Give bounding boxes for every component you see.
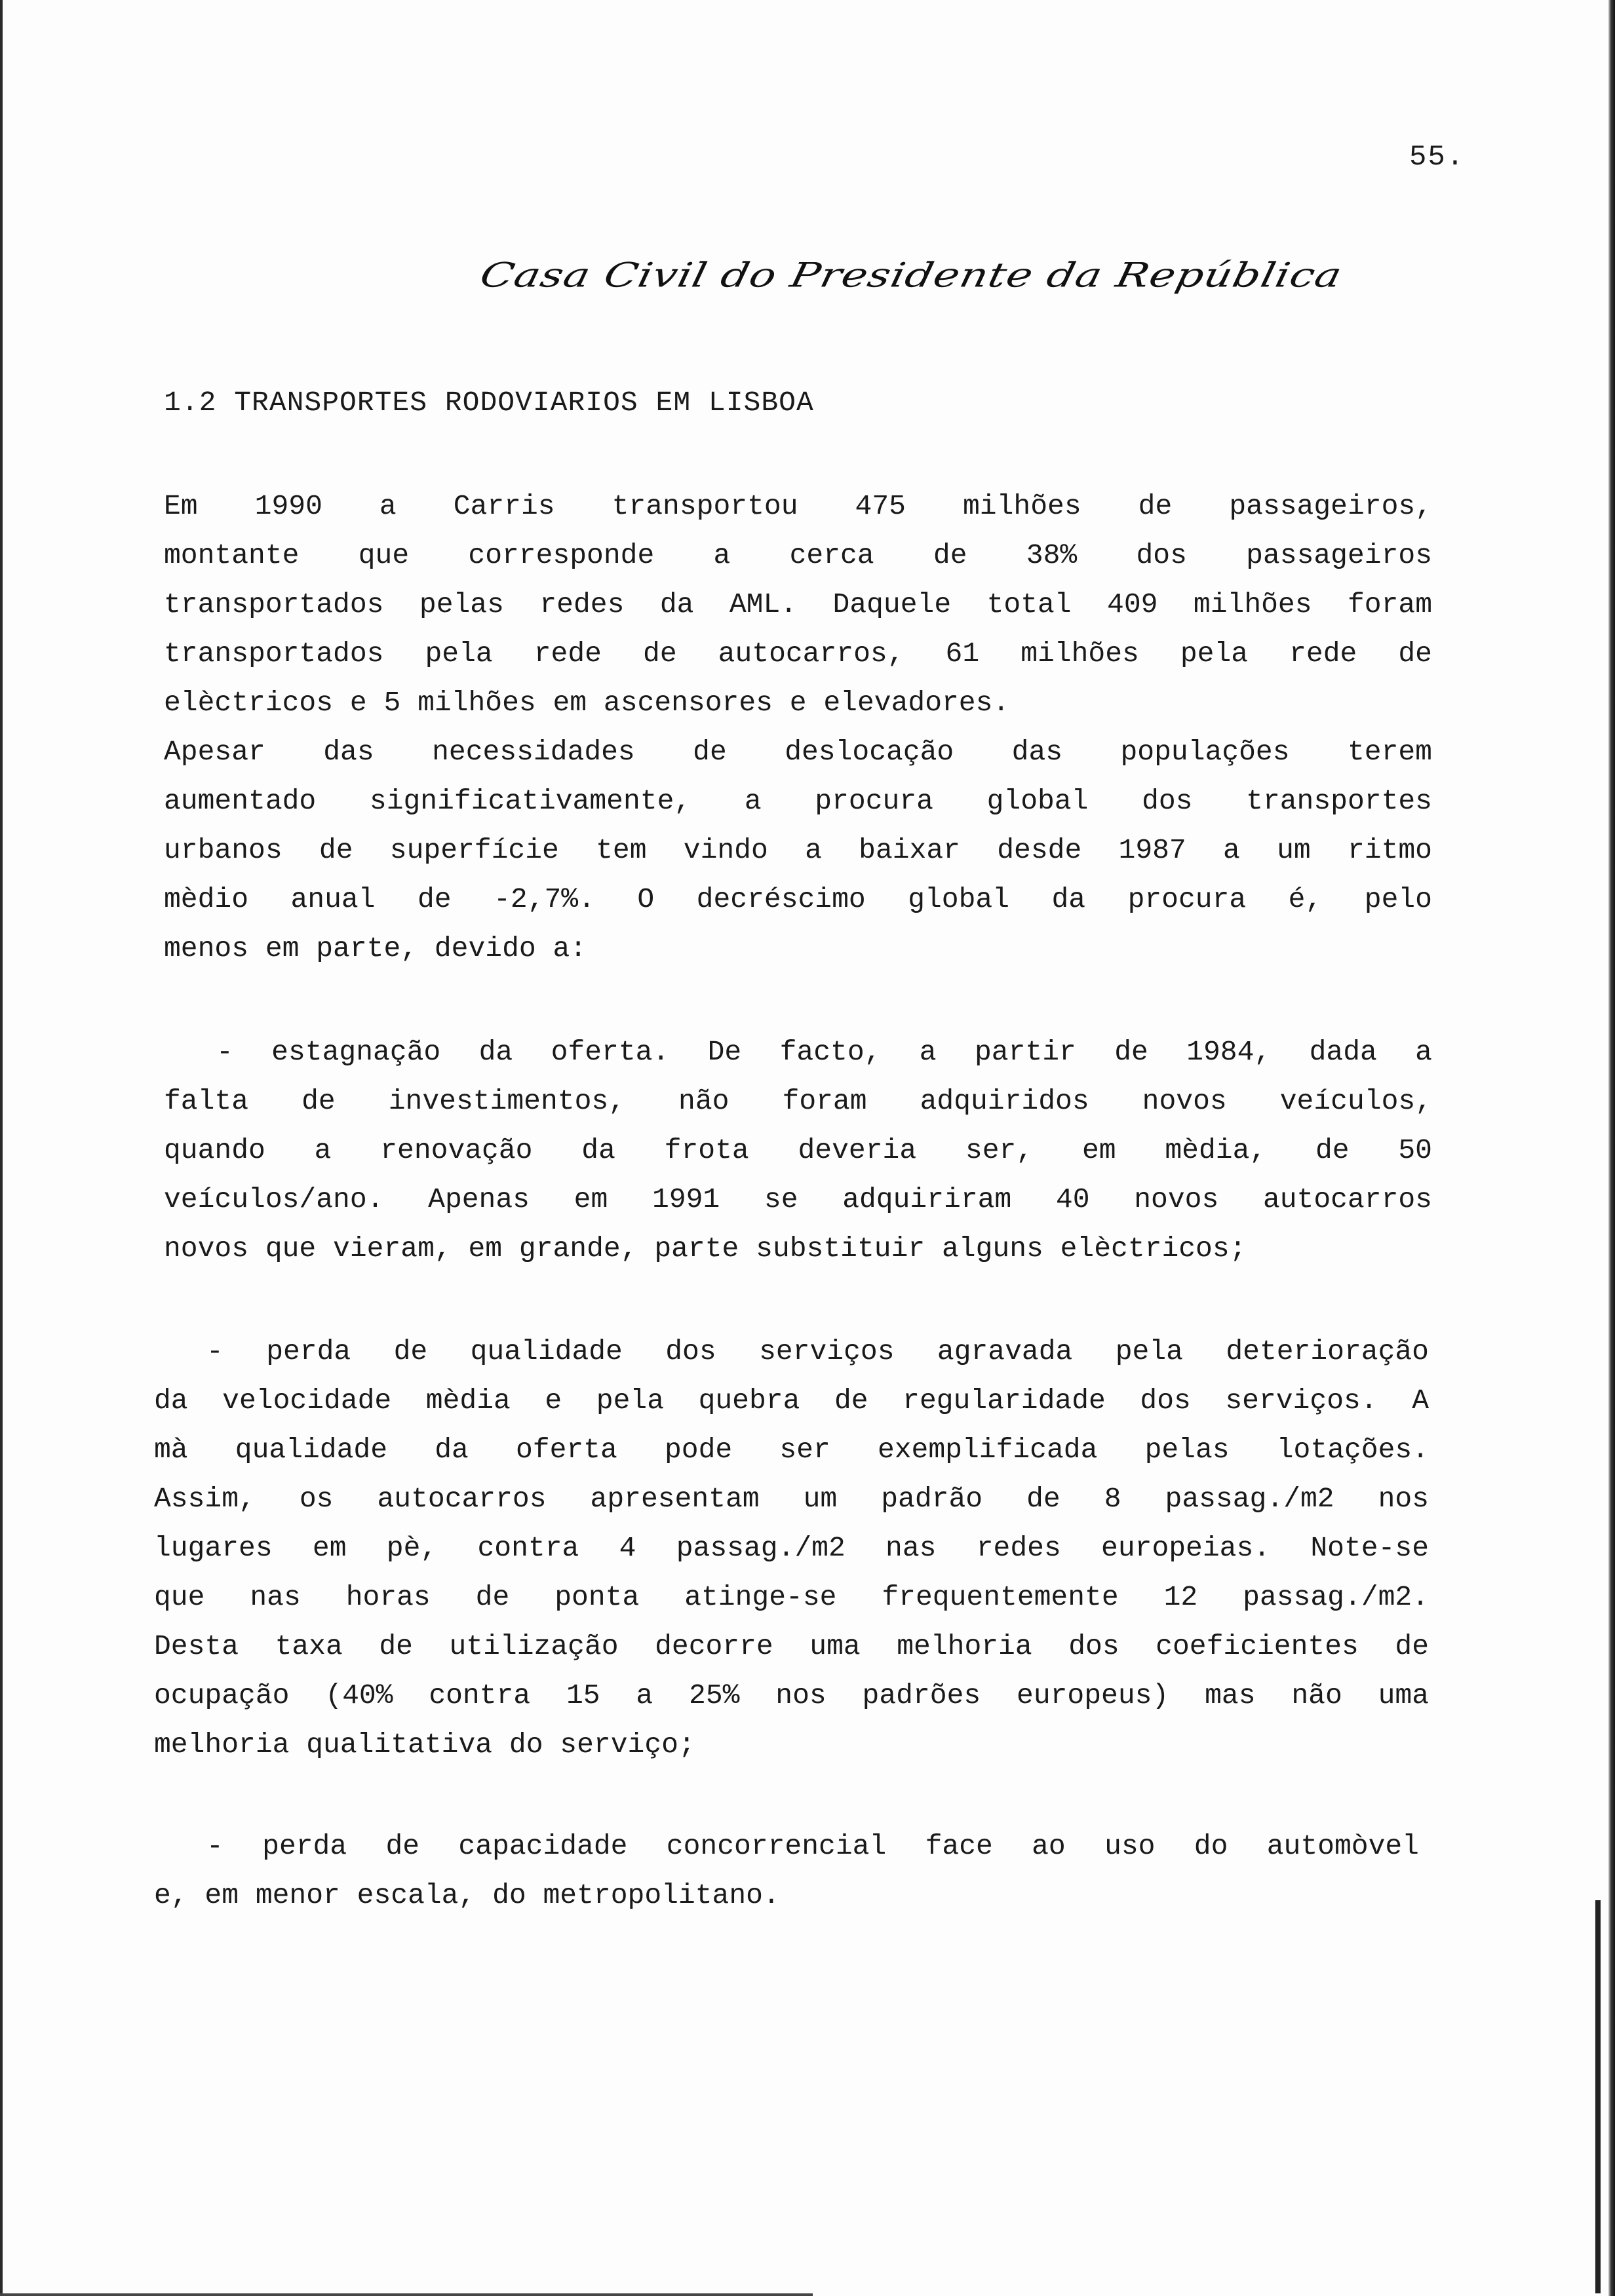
scan-edge-right bbox=[1608, 0, 1615, 2296]
paragraph-intro bbox=[164, 482, 1432, 973]
text-line: e, em menor escala, do metropolitano. bbox=[154, 1879, 780, 1911]
text-line: mà qualidade da oferta pode ser exemplificada pelas lotações. bbox=[154, 1434, 1429, 1466]
scan-mark-right bbox=[1595, 1900, 1601, 2293]
text-line: transportados pelas redes da AML. Daquele total 409 milhões foram bbox=[164, 588, 1432, 621]
letterhead-script: Casa Civil do Presidente da República bbox=[477, 256, 1346, 296]
text-line: quando a renovação da frota deveria ser, em mèdia, de 50 bbox=[164, 1134, 1432, 1166]
text-line: Apesar das necessidades de deslocação das populações terem bbox=[164, 736, 1432, 768]
text-line: urbanos de superfície tem vindo a baixar desde 1987 a um ritmo bbox=[164, 834, 1432, 866]
paragraph-competition bbox=[154, 1822, 1419, 1920]
text-line: ocupação (40% contra 15 a 25% nos padrões europeus) mas não uma bbox=[154, 1679, 1429, 1712]
text-line: elèctricos e 5 milhões em ascensores e elevadores. bbox=[164, 687, 1010, 719]
text-line: aumentado significativamente, a procura global dos transportes bbox=[164, 785, 1432, 817]
text-line: Em 1990 a Carris transportou 475 milhões de passageiros, bbox=[164, 490, 1432, 522]
text-line: novos que vieram, em grande, parte substituir alguns elèctricos; bbox=[164, 1233, 1247, 1265]
text-line: mèdio anual de -2,7%. O decréscimo global da procura é, pelo bbox=[164, 883, 1432, 915]
section-heading: 1.2 TRANSPORTES RODOVIARIOS EM LISBOA bbox=[164, 387, 814, 419]
text-line: montante que corresponde a cerca de 38% dos passageiros bbox=[164, 539, 1432, 571]
text-line: transportados pela rede de autocarros, 61 milhões pela rede de bbox=[164, 638, 1432, 670]
text-line: da velocidade mèdia e pela quebra de regularidade dos serviços. A bbox=[154, 1385, 1429, 1417]
scan-edge-left bbox=[0, 0, 3, 2296]
text-line: Desta taxa de utilização decorre uma melhoria dos coeficientes de bbox=[154, 1630, 1429, 1662]
page-number: 55. bbox=[1409, 141, 1466, 174]
paragraph-stagnation bbox=[164, 1027, 1432, 1273]
text-line: Assim, os autocarros apresentam um padrão de 8 passag./m2 nos bbox=[154, 1483, 1429, 1515]
text-line: - perda de capacidade concorrencial face ao uso do automòvel bbox=[206, 1830, 1419, 1862]
text-line: melhoria qualitativa do serviço; bbox=[154, 1729, 695, 1761]
scan-edge-bottom bbox=[0, 2293, 813, 2296]
text-line: - estagnação da oferta. De facto, a partir de 1984, dada a bbox=[216, 1036, 1432, 1068]
text-line: que nas horas de ponta atinge-se frequentemente 12 passag./m2. bbox=[154, 1581, 1429, 1613]
text-line: menos em parte, devido a: bbox=[164, 932, 587, 965]
text-line: - perda de qualidade dos serviços agravada pela deterioração bbox=[206, 1335, 1429, 1368]
text-line: veículos/ano. Apenas em 1991 se adquiriram 40 novos autocarros bbox=[164, 1183, 1432, 1215]
text-line: lugares em pè, contra 4 passag./m2 nas redes europeias. Note-se bbox=[154, 1532, 1429, 1564]
text-line: falta de investimentos, não foram adquiridos novos veículos, bbox=[164, 1085, 1432, 1117]
paragraph-quality bbox=[154, 1327, 1429, 1769]
